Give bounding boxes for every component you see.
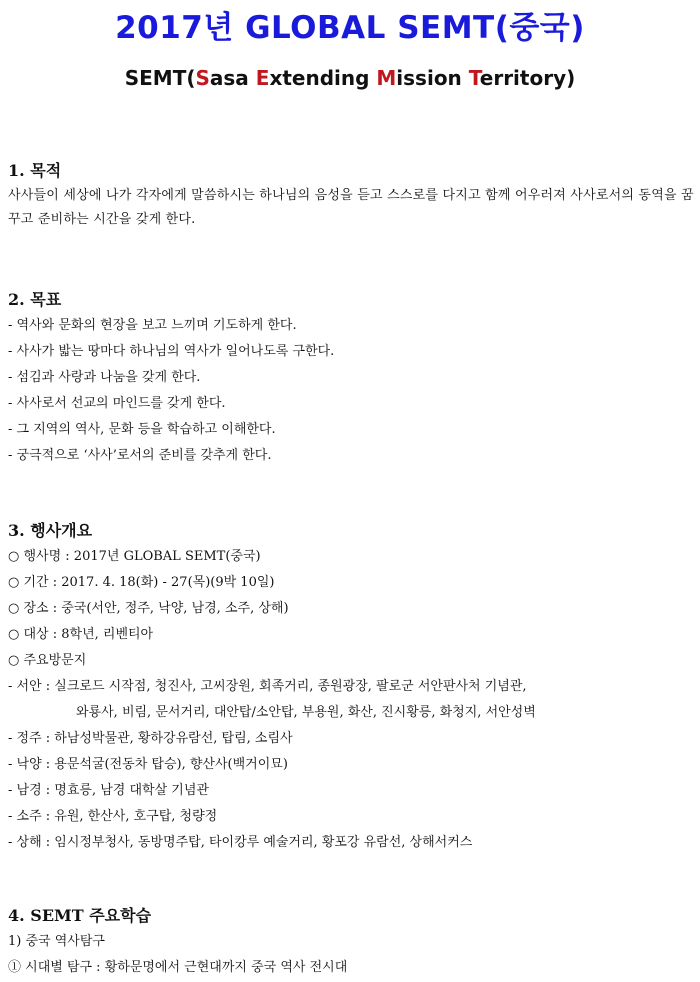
section-heading: 1. 목적 [8,161,62,180]
list-item: - 정주 : 하남성박물관, 황하강유람선, 탑림, 소림사 [8,731,293,746]
subtitle-word-m: ission [396,66,469,90]
document-subtitle [0,66,700,90]
subtitle-initial-t: T [468,66,480,90]
subtitle-suffix: ) [566,66,576,90]
section-heading: 3. 행사개요 [8,521,93,540]
list-item: ○ 대상 : 8학년, 리벤티아 [8,627,154,642]
subtitle-prefix: SEMT( [124,66,196,90]
subtitle-initial-e: E [255,66,270,90]
list-item: ○ 주요방문지 [8,653,87,668]
subtitle-initial-s: S [195,66,210,90]
list-item: 와룡사, 비림, 문서거리, 대안탑/소안탑, 부용원, 화산, 진시황릉, 화청지, 서안성벽 [76,705,536,720]
list-item: - 섬김과 사랑과 나눔을 갖게 한다. [8,370,201,385]
list-item: ① 시대별 탐구 : 황하문명에서 근현대까지 중국 역사 전시대 [8,960,348,975]
list-item: ○ 행사명 : 2017년 GLOBAL SEMT(중국) [8,549,261,564]
list-item: ○ 기간 : 2017. 4. 18(화) - 27(목)(9박 10일) [8,575,275,590]
list-item: - 소주 : 유원, 한산사, 호구탑, 청량정 [8,809,218,824]
list-item: - 상해 : 임시정부청사, 동방명주탑, 타이캉루 예술거리, 황포강 유람선, 상해서커스 [8,835,473,850]
section-goals [8,289,694,469]
section-heading: 4. SEMT 주요학습 [8,906,152,925]
subtitle-initial-m: M [376,66,397,90]
subtitle-word-e: xtending [269,66,377,90]
list-item: - 낙양 : 용문석굴(전동차 탑승), 향산사(백거이묘) [8,757,288,772]
list-item: - 사사가 밟는 땅마다 하나님의 역사가 일어나도록 구한다. [8,344,335,359]
list-item: ○ 장소 : 중국(서안, 정주, 낙양, 남경, 소주, 상해) [8,601,289,616]
list-item: 1) 중국 역사탐구 [8,934,105,949]
section-study [8,905,694,981]
section-overview [8,520,694,856]
section-heading: 2. 목표 [8,290,62,309]
list-item: - 역사와 문화의 현장을 보고 느끼며 기도하게 한다. [8,318,297,333]
list-item: - 사사로서 선교의 마인드를 갖게 한다. [8,396,226,411]
list-item: - 궁극적으로 ‘사사’로서의 준비를 갖추게 한다. [8,448,272,463]
list-item: - 남경 : 명효릉, 남경 대학살 기념관 [8,783,209,798]
subtitle-word-s: asa [209,66,256,90]
subtitle-word-t: erritory [479,66,567,90]
purpose-text: 사사들이 세상에 나가 각자에게 말씀하시는 하나님의 음성을 듣고 스스로를 다지고 함께 어우러져 사사로서의 동역을 꿈꾸고 준비하는 시간을 갖게 한다. [8,188,694,227]
document-title: 2017년 GLOBAL SEMT(중국) [115,10,585,46]
list-item: - 그 지역의 역사, 문화 등을 학습하고 이해한다. [8,422,276,437]
list-item: - 서안 : 실크로드 시작점, 청진사, 고씨장원, 회족거리, 종원광장, 팔로군 서안판사처 기념관, [8,679,527,694]
section-purpose [8,160,694,232]
